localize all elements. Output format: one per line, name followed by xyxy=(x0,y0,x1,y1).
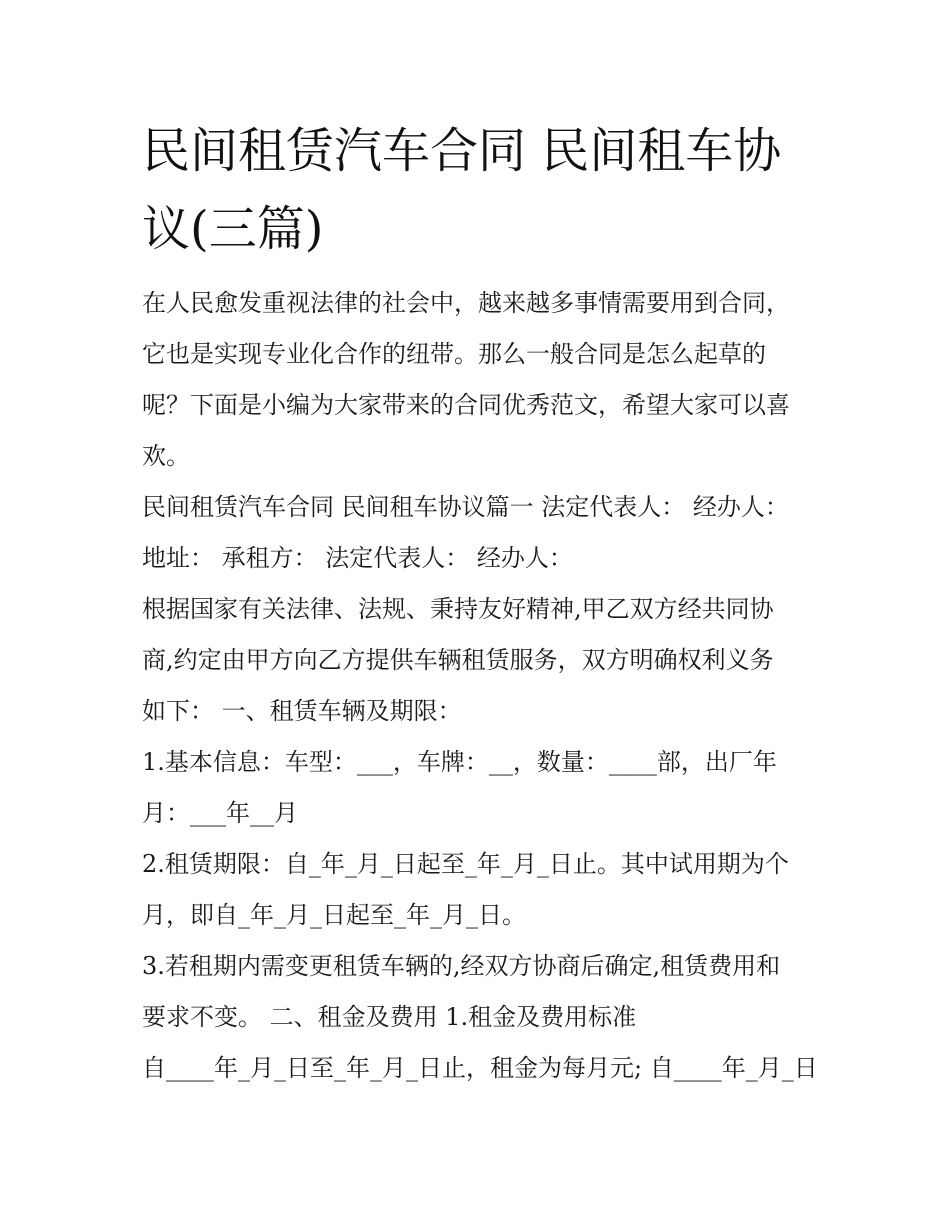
body-line: 自____年_月_日至_年_月_日止，租金为每月元; 自____年_月_日 xyxy=(142,1054,818,1082)
body-line: 民间租赁汽车合同 民间租车协议篇一 法定代表人： 经办人： xyxy=(142,493,789,521)
body-line: 1.基本信息：车型：___，车牌：__，数量：____部，出厂年 xyxy=(142,748,777,776)
body-line: 在人民愈发重视法律的社会中，越来越多事情需要用到合同， xyxy=(142,289,790,317)
body-line: 2.租赁期限：自_年_月_日起至_年_月_日止。其中试用期为个 xyxy=(142,850,789,878)
body-line: 要求不变。 二、租金及费用 1.租金及费用标准 xyxy=(142,1003,637,1031)
body-line: 根据国家有关法律、法规、秉持友好精神,甲乙双方经共同协 xyxy=(142,595,774,623)
body-line: 月：___年__月 xyxy=(142,799,298,827)
document-body xyxy=(142,278,822,1094)
body-line: 呢？下面是小编为大家带来的合同优秀范文，希望大家可以喜 xyxy=(142,391,790,419)
body-line: 如下： 一、租赁车辆及期限： xyxy=(142,697,462,725)
body-line: 商,约定由甲方向乙方提供车辆租赁服务，双方明确权利义务 xyxy=(142,646,774,674)
title-line: 议(三篇) xyxy=(142,201,324,257)
title-line: 民间租赁汽车合同 民间租车协 xyxy=(142,123,782,179)
body-line: 月，即自_年_月_日起至_年_月_日。 xyxy=(142,901,526,929)
document-title xyxy=(142,112,822,268)
body-line: 3.若租期内需变更租赁车辆的,经双方协商后确定,租赁费用和 xyxy=(142,952,781,980)
body-line: 它也是实现专业化合作的纽带。那么一般合同是怎么起草的 xyxy=(142,340,766,368)
body-line: 地址： 承租方： 法定代表人： 经办人： xyxy=(142,544,573,572)
body-line: 欢。 xyxy=(142,442,190,470)
